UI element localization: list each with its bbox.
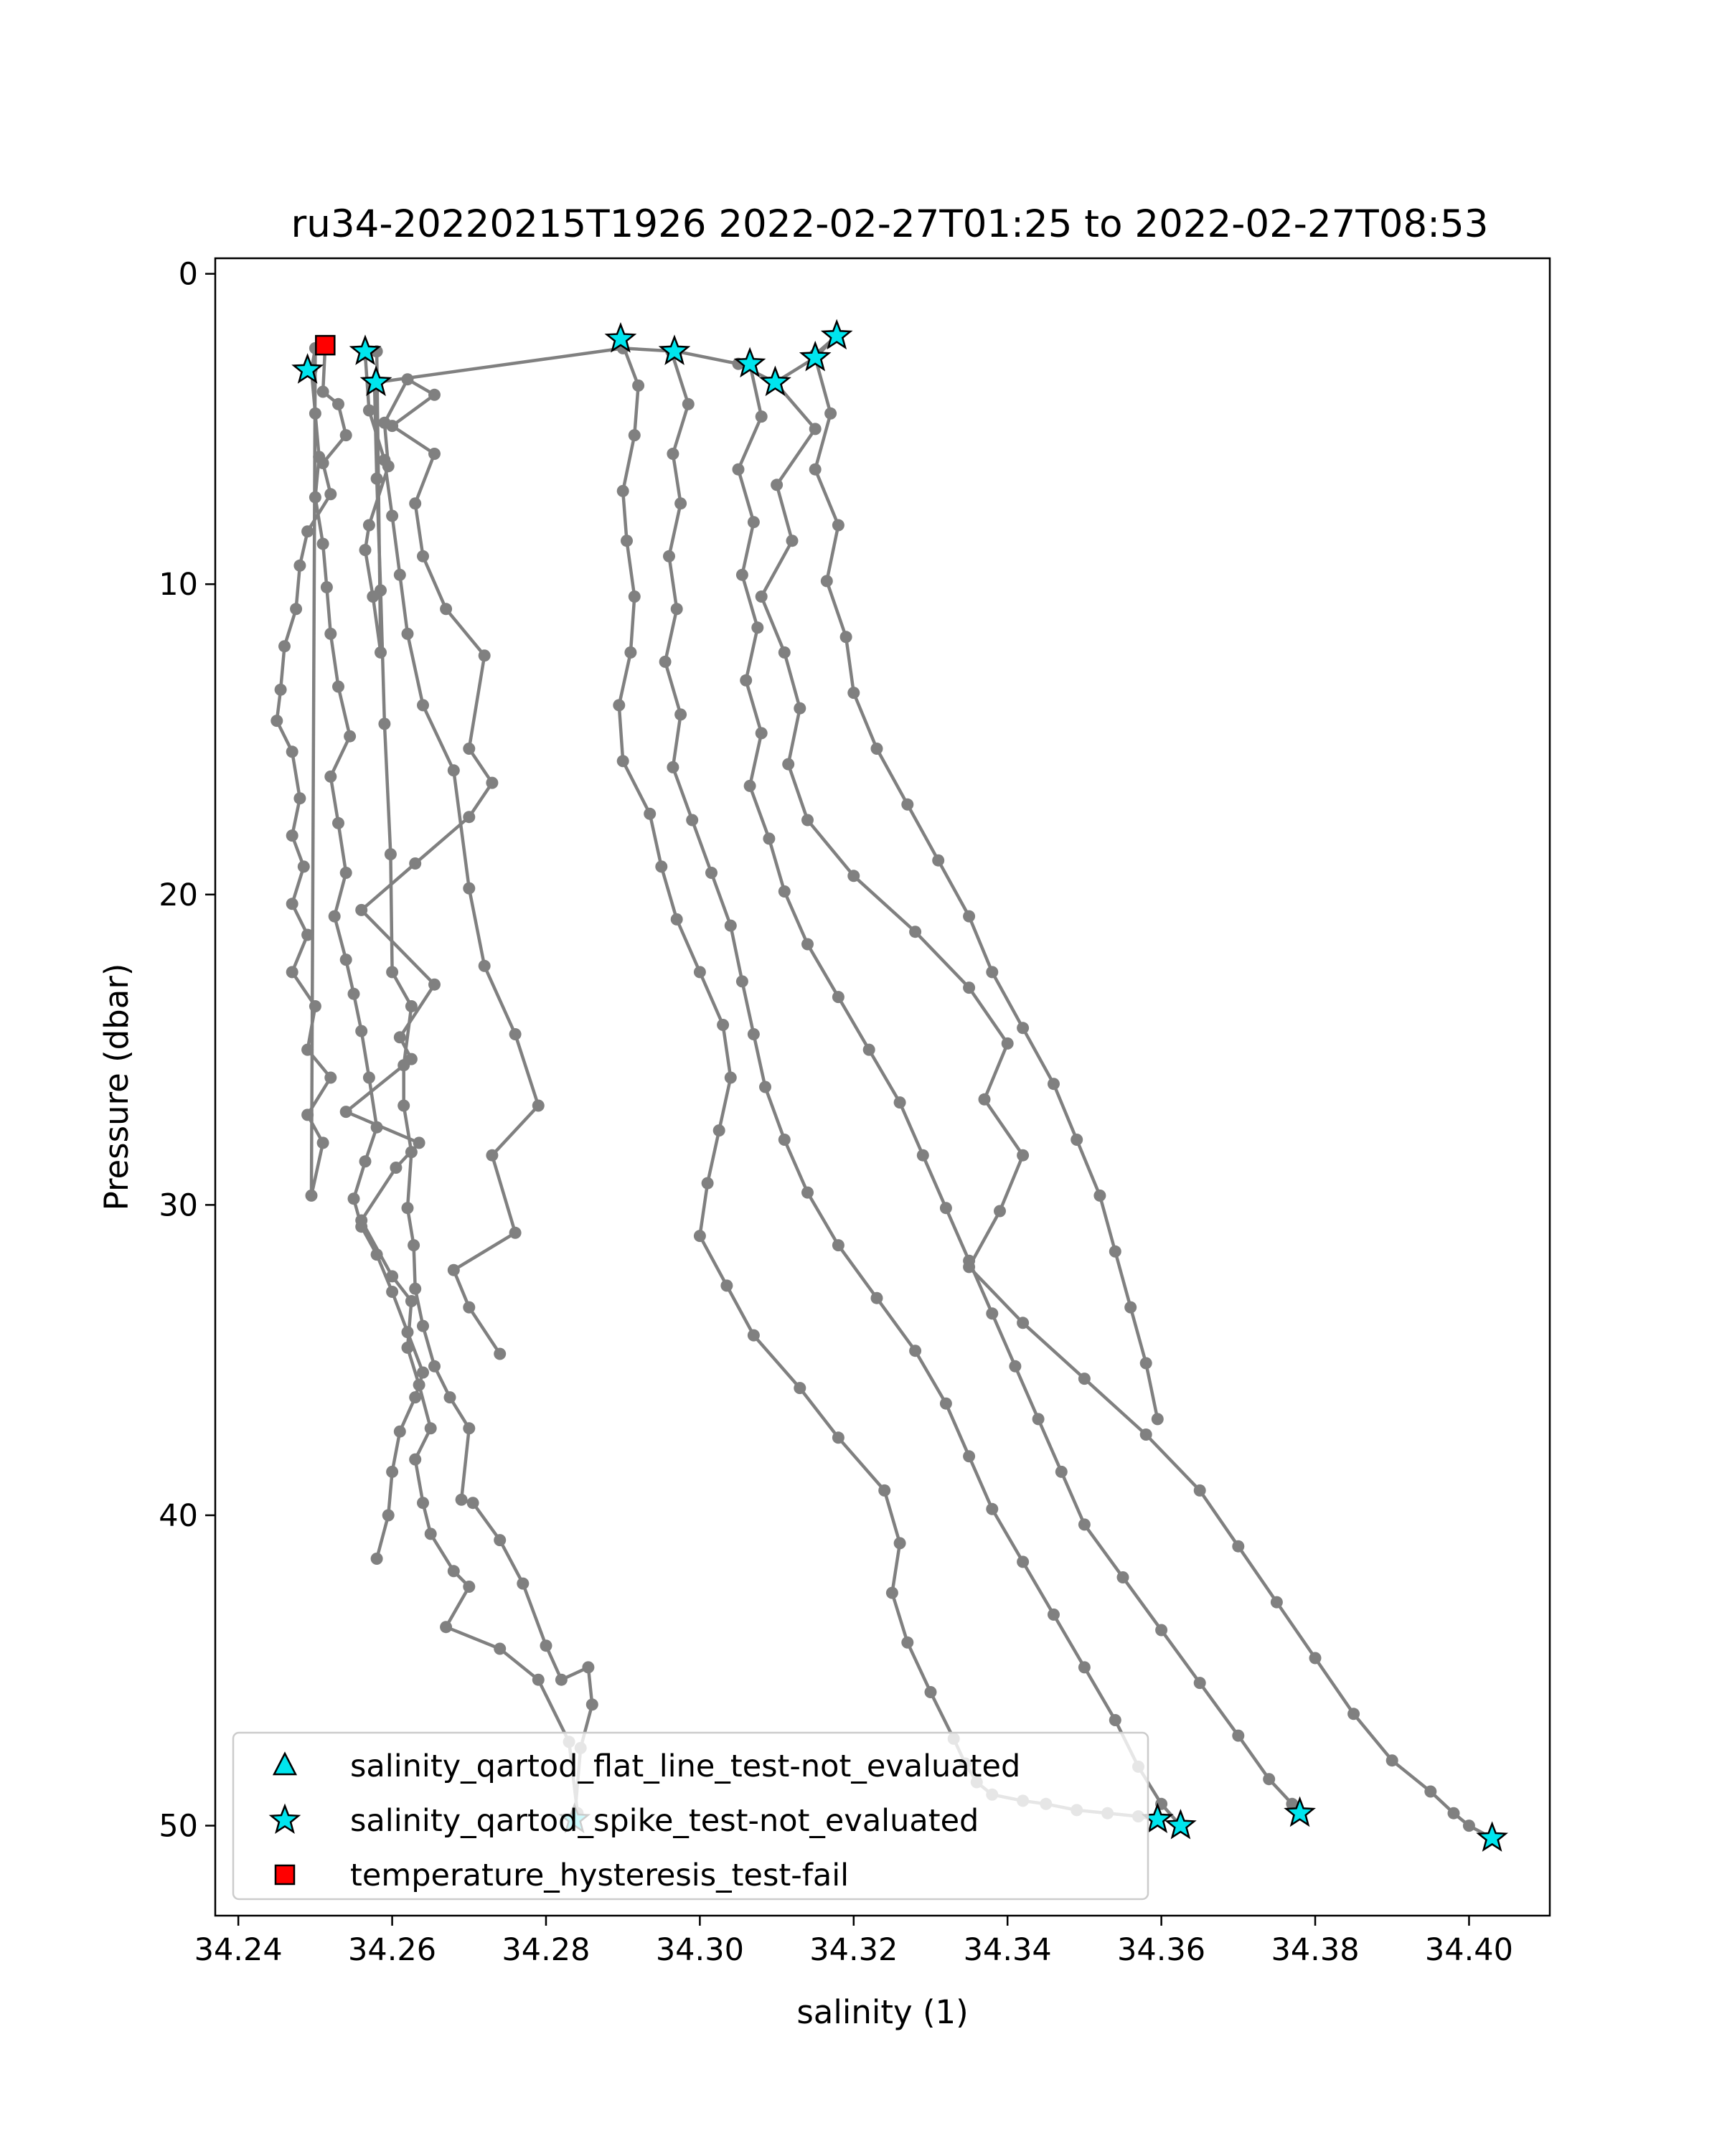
- data-point: [463, 811, 475, 823]
- plot-area: [270, 321, 1505, 1850]
- data-point: [375, 646, 387, 659]
- data-point: [986, 1307, 998, 1319]
- data-point: [405, 1295, 418, 1307]
- x-tick-label: 34.38: [1271, 1932, 1360, 1968]
- y-tick-label: 30: [159, 1187, 198, 1224]
- data-point: [298, 860, 310, 872]
- data-point: [725, 920, 737, 932]
- legend-label: salinity_qartod_flat_line_test-not_evaluated: [350, 1748, 1021, 1784]
- data-point: [682, 398, 695, 410]
- data-point: [494, 1643, 506, 1655]
- data-point: [736, 569, 748, 581]
- data-point: [293, 792, 306, 804]
- series-2: [340, 345, 584, 1819]
- data-point: [270, 715, 283, 727]
- star-marker: [761, 368, 789, 394]
- data-point: [394, 569, 406, 581]
- data-point: [801, 814, 814, 827]
- data-point: [402, 1202, 414, 1214]
- data-point: [901, 1637, 913, 1649]
- data-point: [963, 982, 975, 994]
- x-tick-label: 34.34: [963, 1932, 1052, 1968]
- data-point: [986, 1503, 998, 1515]
- data-point: [363, 405, 375, 417]
- x-tick-label: 34.36: [1117, 1932, 1206, 1968]
- data-point: [694, 1230, 706, 1242]
- data-point: [744, 780, 756, 792]
- data-point: [417, 1367, 429, 1379]
- legend-square-icon: [276, 1865, 294, 1884]
- data-point: [963, 1261, 975, 1273]
- y-tick-label: 0: [178, 256, 198, 293]
- chart-title: ru34-20220215T1926 2022-02-27T01:25 to 2022-02-27T08:53: [291, 202, 1489, 246]
- data-point: [385, 848, 397, 860]
- data-point: [409, 1391, 421, 1403]
- data-point: [324, 1072, 337, 1084]
- data-point: [324, 488, 337, 500]
- data-point: [479, 960, 491, 972]
- data-point: [463, 1581, 475, 1593]
- data-point: [925, 1686, 937, 1698]
- data-point: [1048, 1609, 1060, 1621]
- data-point: [440, 1621, 452, 1633]
- data-point: [363, 519, 375, 532]
- data-point: [782, 758, 794, 771]
- data-point: [1032, 1413, 1045, 1425]
- legend-item: [276, 1858, 849, 1893]
- legend-label: salinity_qartod_spike_test-not_evaluated: [350, 1803, 979, 1839]
- data-point: [286, 966, 298, 978]
- data-point: [428, 448, 441, 460]
- data-point: [717, 1019, 729, 1031]
- data-point: [348, 988, 360, 1000]
- data-point: [332, 681, 344, 693]
- data-point: [290, 603, 302, 615]
- data-point: [371, 1121, 383, 1134]
- data-point: [463, 743, 475, 755]
- data-point: [355, 1220, 367, 1233]
- y-axis-label: Pressure (dbar): [98, 963, 136, 1211]
- data-point: [886, 1587, 898, 1599]
- data-point: [1071, 1134, 1083, 1146]
- data-point: [1078, 1373, 1091, 1385]
- y-tick-label: 40: [159, 1497, 198, 1534]
- data-point: [720, 1279, 733, 1291]
- series-line: [761, 382, 1492, 1838]
- data-point: [1017, 1022, 1029, 1034]
- star-marker: [1479, 1824, 1506, 1850]
- data-point: [386, 1466, 398, 1478]
- data-point: [463, 882, 475, 895]
- data-point: [756, 410, 768, 423]
- data-point: [1048, 1078, 1060, 1090]
- data-point: [871, 743, 883, 755]
- data-point: [778, 1134, 791, 1146]
- data-point: [409, 1454, 421, 1466]
- data-point: [444, 1391, 456, 1403]
- y-tick-label: 50: [159, 1808, 198, 1845]
- data-point: [586, 1698, 598, 1710]
- data-point: [386, 510, 398, 522]
- y-tick-label: 10: [159, 567, 198, 603]
- data-point: [994, 1205, 1006, 1218]
- data-point: [909, 1345, 921, 1357]
- data-point: [344, 730, 356, 743]
- series-line: [346, 352, 578, 1813]
- data-point: [751, 621, 763, 634]
- data-point: [286, 898, 298, 910]
- data-point: [963, 910, 975, 923]
- data-point: [748, 1028, 760, 1040]
- data-point: [1140, 1357, 1152, 1370]
- data-point: [324, 771, 337, 783]
- data-point: [448, 1264, 460, 1276]
- data-point: [940, 1202, 952, 1214]
- data-point: [378, 417, 390, 429]
- data-point: [894, 1096, 906, 1108]
- x-tick-label: 34.26: [348, 1932, 437, 1968]
- data-point: [663, 550, 675, 562]
- data-point: [756, 590, 768, 603]
- y-tick-label: 20: [159, 877, 198, 913]
- data-point: [463, 1301, 475, 1314]
- data-point: [940, 1398, 952, 1410]
- data-point: [1055, 1466, 1068, 1478]
- data-point: [963, 1450, 975, 1462]
- data-point: [624, 646, 636, 659]
- data-point: [317, 538, 329, 550]
- series-10: [756, 377, 1498, 1845]
- data-point: [324, 628, 337, 640]
- x-tick-label: 34.32: [809, 1932, 898, 1968]
- data-point: [832, 1431, 844, 1444]
- star-marker: [736, 349, 763, 375]
- data-point: [1194, 1484, 1206, 1497]
- data-point: [686, 814, 698, 827]
- data-point: [840, 631, 852, 643]
- data-point: [1109, 1714, 1121, 1726]
- data-point: [979, 1093, 991, 1106]
- data-point: [582, 1661, 594, 1673]
- square-marker: [316, 336, 334, 354]
- data-point: [286, 745, 298, 758]
- data-point: [1109, 1246, 1121, 1258]
- data-point: [778, 646, 791, 659]
- data-point: [705, 867, 718, 879]
- legend-label: temperature_hysteresis_test-fail: [350, 1858, 850, 1893]
- data-point: [378, 454, 390, 466]
- data-point: [363, 1072, 375, 1084]
- data-point: [405, 1053, 418, 1065]
- data-point: [740, 674, 752, 687]
- data-point: [901, 799, 913, 811]
- data-point: [394, 1031, 406, 1043]
- data-point: [801, 938, 814, 951]
- data-point: [425, 1422, 437, 1434]
- data-point: [382, 1510, 395, 1522]
- data-point: [786, 535, 799, 547]
- data-point: [293, 560, 306, 572]
- data-point: [1002, 1037, 1014, 1050]
- data-point: [847, 870, 860, 882]
- data-point: [659, 656, 672, 668]
- data-point: [725, 1072, 737, 1084]
- data-point: [763, 832, 775, 844]
- data-point: [1155, 1624, 1167, 1637]
- data-point: [1017, 1317, 1029, 1329]
- data-point: [329, 910, 341, 923]
- data-point: [1263, 1773, 1275, 1785]
- series-8: [659, 345, 1187, 1832]
- data-point: [309, 491, 321, 504]
- data-point: [986, 966, 998, 978]
- data-point: [748, 1329, 760, 1342]
- data-point: [355, 904, 367, 916]
- data-point: [532, 1674, 545, 1686]
- data-point: [286, 829, 298, 842]
- data-point: [1117, 1571, 1129, 1583]
- data-point: [736, 975, 748, 987]
- data-point: [417, 1497, 429, 1509]
- data-point: [674, 497, 687, 509]
- data-point: [309, 408, 321, 420]
- data-point: [408, 1239, 420, 1251]
- data-point: [367, 590, 379, 603]
- data-point: [428, 389, 441, 401]
- data-point: [409, 497, 421, 509]
- data-point: [428, 979, 441, 991]
- series-3: [270, 339, 352, 1202]
- data-point: [932, 855, 944, 867]
- data-point: [359, 1155, 372, 1167]
- data-point: [702, 1177, 714, 1190]
- data-point: [1463, 1820, 1475, 1832]
- data-point: [1140, 1428, 1152, 1441]
- data-point: [278, 640, 291, 652]
- data-point: [613, 699, 625, 711]
- data-point: [417, 699, 429, 711]
- data-point: [621, 535, 633, 547]
- data-point: [413, 1136, 425, 1149]
- data-point: [809, 423, 822, 435]
- data-point: [1386, 1754, 1398, 1766]
- data-point: [409, 1283, 421, 1295]
- data-point: [1232, 1730, 1244, 1742]
- data-point: [463, 1422, 475, 1434]
- series-9: [733, 358, 1307, 1820]
- data-point: [321, 581, 333, 593]
- data-point: [871, 1292, 883, 1304]
- data-point: [671, 913, 683, 926]
- data-point: [1309, 1652, 1322, 1665]
- data-point: [644, 808, 656, 820]
- data-point: [1271, 1596, 1283, 1609]
- data-point: [309, 1000, 321, 1012]
- data-point: [301, 1108, 314, 1121]
- data-point: [494, 1534, 506, 1546]
- data-point: [397, 1100, 410, 1112]
- data-point: [832, 991, 844, 1003]
- data-point: [1017, 1555, 1029, 1568]
- data-point: [794, 1382, 806, 1394]
- y-axis: [159, 257, 215, 1845]
- data-point: [629, 590, 641, 603]
- data-point: [555, 1674, 568, 1686]
- data-point: [394, 1426, 406, 1438]
- x-tick-label: 34.24: [194, 1932, 283, 1968]
- data-point: [617, 485, 629, 497]
- legend-item: [271, 1803, 979, 1839]
- x-axis: [194, 1916, 1513, 1968]
- data-point: [340, 429, 352, 441]
- data-point: [847, 687, 860, 699]
- data-point: [371, 1553, 383, 1565]
- data-point: [301, 525, 314, 537]
- data-point: [1093, 1190, 1106, 1202]
- data-point: [1152, 1413, 1164, 1425]
- legend: [233, 1733, 1148, 1899]
- data-point: [1078, 1518, 1091, 1530]
- flag-markers-square: [316, 336, 334, 354]
- data-point: [517, 1578, 529, 1590]
- data-point: [386, 1286, 398, 1298]
- data-point: [390, 1162, 402, 1174]
- data-point: [359, 544, 372, 556]
- data-point: [617, 755, 629, 767]
- data-point: [759, 1081, 771, 1093]
- data-point: [671, 603, 683, 615]
- data-point: [832, 1239, 844, 1251]
- data-point: [733, 463, 745, 476]
- data-point: [409, 857, 421, 870]
- data-point: [667, 761, 679, 773]
- data-point: [301, 1044, 314, 1056]
- data-point: [771, 479, 783, 491]
- data-point: [824, 408, 837, 420]
- data-point: [440, 603, 452, 615]
- data-point: [632, 380, 644, 392]
- data-point: [778, 885, 791, 898]
- data-point: [1124, 1301, 1137, 1314]
- data-point: [1448, 1807, 1460, 1820]
- data-point: [674, 708, 687, 720]
- data-point: [317, 386, 329, 398]
- data-point: [448, 1565, 460, 1577]
- data-point: [332, 817, 344, 829]
- data-point: [1232, 1540, 1244, 1553]
- legend-item: [274, 1748, 1020, 1784]
- data-point: [1009, 1360, 1021, 1373]
- data-point: [1017, 1149, 1029, 1162]
- data-point: [540, 1639, 552, 1652]
- data-point: [878, 1484, 890, 1497]
- star-marker: [294, 356, 321, 382]
- data-point: [425, 1527, 437, 1540]
- data-point: [532, 1100, 545, 1112]
- data-point: [909, 926, 921, 938]
- data-point: [1347, 1708, 1360, 1720]
- data-point: [355, 1025, 367, 1037]
- data-point: [417, 1320, 429, 1332]
- data-point: [340, 867, 352, 879]
- series-line: [277, 345, 346, 1195]
- data-point: [748, 516, 760, 528]
- data-point: [428, 1360, 441, 1373]
- data-point: [275, 684, 287, 696]
- data-point: [694, 966, 706, 978]
- data-point: [801, 1187, 814, 1199]
- data-point: [655, 860, 667, 872]
- data-point: [494, 1348, 506, 1360]
- data-point: [832, 519, 844, 532]
- data-point: [1424, 1786, 1436, 1798]
- data-point: [348, 1192, 360, 1205]
- data-point: [809, 463, 822, 476]
- data-point: [486, 777, 498, 789]
- data-point: [386, 966, 398, 978]
- x-tick-label: 34.30: [655, 1932, 744, 1968]
- data-point: [448, 764, 460, 776]
- data-point: [306, 1190, 318, 1202]
- series-line: [376, 336, 837, 382]
- data-point: [402, 628, 414, 640]
- data-point: [340, 1106, 352, 1118]
- data-point: [378, 717, 390, 730]
- data-point: [821, 575, 833, 587]
- data-point: [1194, 1677, 1206, 1689]
- series-7: [613, 333, 1164, 1825]
- data-point: [863, 1044, 875, 1056]
- data-point: [402, 1326, 414, 1338]
- data-point: [486, 1149, 498, 1162]
- data-point: [794, 702, 806, 715]
- data-point: [1078, 1661, 1091, 1673]
- data-point: [417, 550, 429, 562]
- data-point: [313, 451, 325, 463]
- data-point: [317, 1136, 329, 1149]
- data-point: [756, 727, 768, 739]
- data-point: [917, 1149, 929, 1162]
- data-point: [467, 1497, 479, 1509]
- data-point: [667, 448, 679, 460]
- x-tick-label: 34.40: [1424, 1932, 1513, 1968]
- data-point: [509, 1028, 522, 1040]
- data-point: [479, 649, 491, 662]
- data-point: [340, 954, 352, 966]
- data-point: [713, 1124, 725, 1136]
- x-tick-label: 34.28: [502, 1932, 591, 1968]
- data-point: [629, 429, 641, 441]
- x-axis-label: salinity (1): [796, 1993, 969, 2031]
- data-point: [371, 1248, 383, 1261]
- series-11: [809, 352, 1164, 1426]
- data-point: [332, 398, 344, 410]
- data-point: [456, 1494, 468, 1506]
- data-point: [301, 929, 314, 941]
- data-point: [894, 1537, 906, 1549]
- data-point: [509, 1227, 522, 1239]
